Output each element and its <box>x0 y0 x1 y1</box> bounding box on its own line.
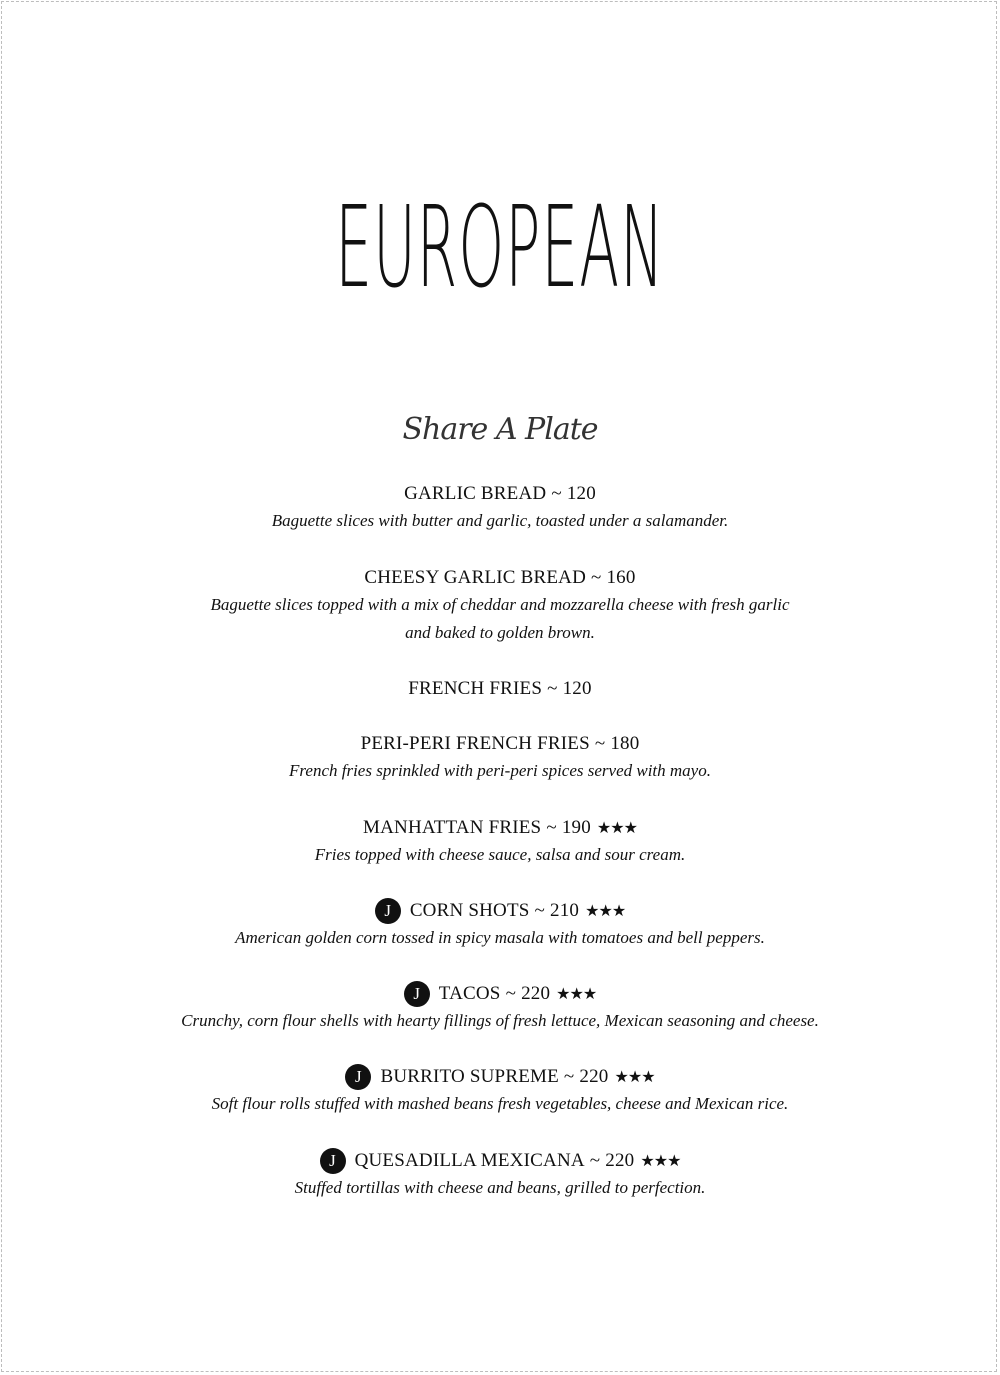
menu-item <box>0 731 1000 785</box>
price-separator: ~ <box>547 678 558 699</box>
price-separator: ~ <box>591 567 602 588</box>
menu-item-name: CHEESY GARLIC BREAD <box>364 567 586 588</box>
menu-item-description: Baguette slices topped with a mix of cheddar and mozzarella cheese with fresh garlic <box>210 595 790 614</box>
menu-item-name: PERI-PERI FRENCH FRIES <box>360 733 590 754</box>
section-heading: Share A Plate <box>402 412 598 447</box>
menu-item-price: 190 <box>561 817 591 838</box>
menu-item <box>0 481 1000 535</box>
menu-item-price: 120 <box>562 678 592 699</box>
star-rating <box>615 1069 655 1085</box>
star-icon: ★ <box>640 1151 654 1170</box>
menu-item-name: GARLIC BREAD <box>404 483 547 504</box>
menu-item-price: 210 <box>550 900 580 921</box>
menu-item-name: BURRITO SUPREME <box>380 1066 559 1087</box>
price-separator: ~ <box>594 733 606 754</box>
star-icon: ★ <box>569 984 583 1003</box>
price-separator: ~ <box>563 1066 575 1087</box>
star-icon: ★ <box>614 1067 628 1086</box>
menu-item <box>0 1148 1000 1202</box>
menu-item-description: Fries topped with cheese sauce, salsa and sour cream. <box>314 845 686 864</box>
menu-item-heading <box>0 731 1000 757</box>
price-separator: ~ <box>551 483 562 504</box>
price-separator: ~ <box>534 900 546 921</box>
menu-item-description: French fries sprinkled with peri-peri spices served with mayo. <box>289 761 711 780</box>
menu-item-description: American golden corn tossed in spicy masala with tomatoes and bell peppers. <box>235 928 765 947</box>
price-separator: ~ <box>546 817 557 838</box>
menu-item-description: Crunchy, corn flour shells with hearty fillings of fresh lettuce, Mexican seasoning and cheese. <box>181 1011 819 1030</box>
star-icon: ★ <box>610 818 624 837</box>
star-rating <box>640 1153 680 1169</box>
menu-item-description: and baked to golden brown. <box>405 623 595 642</box>
menu-item-name: TACOS <box>438 983 501 1004</box>
price-separator: ~ <box>589 1150 601 1171</box>
menu-item-price: 220 <box>605 1150 635 1171</box>
menu-item-heading <box>0 815 1000 841</box>
menu-item-price: 120 <box>566 483 596 504</box>
menu-item <box>0 1064 1000 1118</box>
star-icon: ★ <box>641 1067 655 1086</box>
star-icon: ★ <box>556 984 570 1003</box>
menu-item-name: QUESADILLA MEXICANA <box>354 1150 585 1171</box>
menu-item <box>0 981 1000 1035</box>
star-icon: ★ <box>627 1067 642 1086</box>
star-icon: ★ <box>598 901 612 920</box>
star-rating <box>597 820 637 836</box>
menu-item-name: MANHATTAN FRIES <box>363 817 542 838</box>
star-icon: ★ <box>611 901 626 920</box>
menu-item-price: 160 <box>606 567 636 588</box>
menu-item-heading <box>0 1148 1000 1174</box>
star-rating <box>585 903 625 919</box>
menu-item-heading <box>0 898 1000 924</box>
star-icon: ★ <box>596 818 611 837</box>
menu-item-description: Baguette slices with butter and garlic, toasted under a salamander. <box>271 511 729 530</box>
star-icon: ★ <box>653 1151 668 1170</box>
menu-title: EUROPEAN <box>335 183 665 313</box>
menu-item-heading <box>0 481 1000 507</box>
jain-badge-icon: J <box>320 1148 346 1174</box>
menu-item-price: 180 <box>610 733 640 754</box>
menu-item-heading <box>0 565 1000 591</box>
menu-item-price: 220 <box>579 1066 609 1087</box>
menu-item <box>0 898 1000 952</box>
star-icon: ★ <box>623 818 637 837</box>
jain-badge-icon: J <box>375 898 401 924</box>
menu-item-heading <box>0 676 1000 702</box>
star-icon: ★ <box>582 984 597 1003</box>
menu-item-name: CORN SHOTS <box>409 900 530 921</box>
jain-badge-icon: J <box>345 1064 371 1090</box>
menu-item <box>0 815 1000 869</box>
star-icon: ★ <box>585 901 599 920</box>
menu-item-name: FRENCH FRIES <box>408 678 543 699</box>
jain-badge-icon: J <box>404 981 430 1007</box>
menu-item-heading <box>0 981 1000 1007</box>
menu-item-heading <box>0 1064 1000 1090</box>
menu-item <box>0 565 1000 647</box>
menu-item-description: Soft flour rolls stuffed with mashed beans fresh vegetables, cheese and Mexican rice. <box>211 1094 789 1113</box>
menu-item-price: 220 <box>521 983 551 1004</box>
star-rating <box>556 986 596 1002</box>
menu-item <box>0 676 1000 702</box>
menu-item-description: Stuffed tortillas with cheese and beans, grilled to perfection. <box>294 1178 706 1197</box>
price-separator: ~ <box>505 983 517 1004</box>
star-icon: ★ <box>667 1151 681 1170</box>
